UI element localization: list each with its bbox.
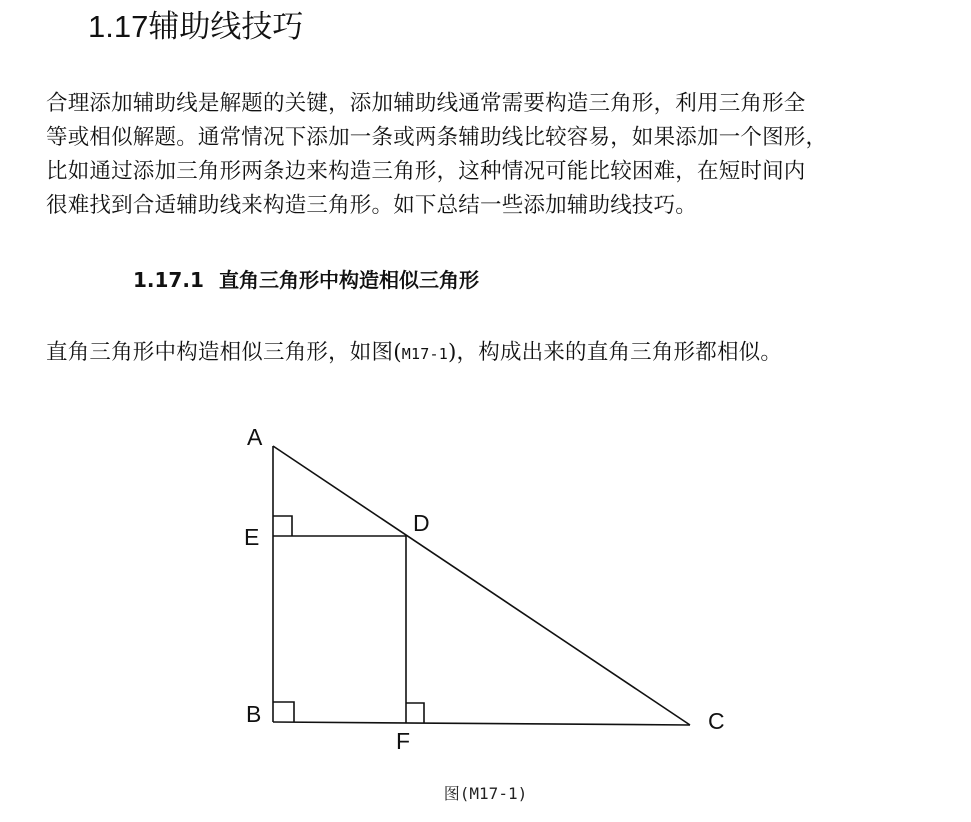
- intro-line-3: 比如通过添加三角形两条边来构造三角形，这种情况可能比较困难，在短时间内: [46, 159, 806, 184]
- right-angle-mark-b: [273, 702, 294, 722]
- subsection-text-after: )，构成出来的直角三角形都相似。: [447, 340, 783, 365]
- segment-bc: [273, 722, 690, 725]
- right-angle-mark-e: [273, 516, 292, 536]
- point-label-e: E: [244, 524, 260, 550]
- intro-line-2: 等或相似解题。通常情况下添加一条或两条辅助线比较容易，如果添加一个图形，: [46, 125, 828, 150]
- section-title: 1.17辅助线技巧: [88, 9, 304, 44]
- intro-line-1: 合理添加辅助线是解题的关键，添加辅助线通常需要构造三角形，利用三角形全: [46, 91, 806, 116]
- right-angle-mark-f: [406, 703, 424, 723]
- figure-caption: 图(M17-1): [443, 784, 528, 803]
- subsection-text-before: 直角三角形中构造相似三角形，如图(: [46, 340, 402, 365]
- intro-line-4: 很难找到合适辅助线来构造三角形。如下总结一些添加辅助线技巧。: [46, 193, 698, 218]
- point-label-f: F: [396, 728, 411, 754]
- point-label-b: B: [246, 701, 262, 727]
- subsection-number: 1.17.1: [133, 268, 204, 292]
- subsection-title: 直角三角形中构造相似三角形: [219, 268, 479, 292]
- point-label-a: A: [247, 424, 263, 450]
- figure-reference: M17-1: [401, 345, 448, 363]
- point-label-d: D: [413, 510, 430, 536]
- point-label-c: C: [708, 708, 725, 734]
- segment-ac: [273, 446, 690, 725]
